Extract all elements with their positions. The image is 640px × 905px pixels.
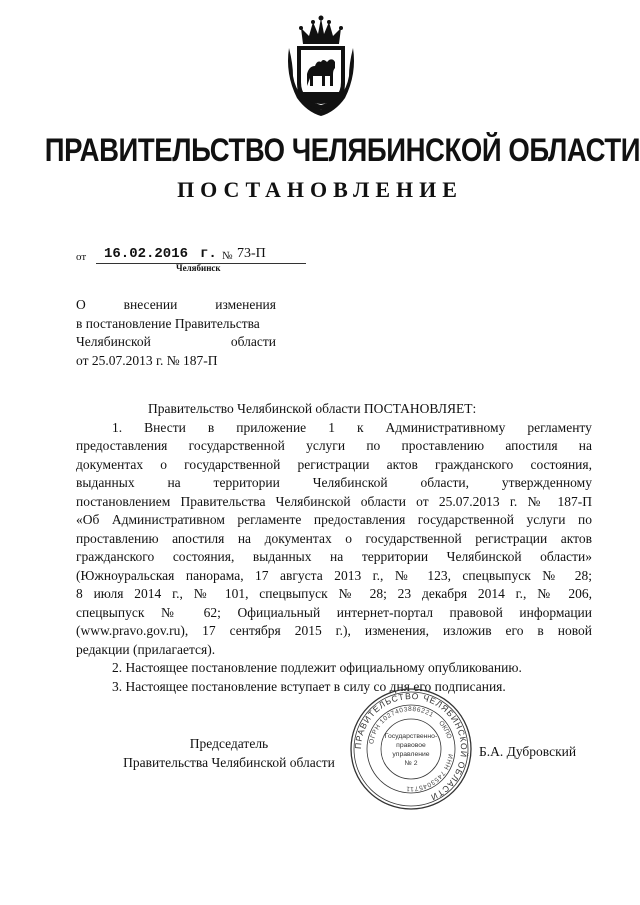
word: на — [167, 475, 181, 490]
word: регламенту — [527, 419, 592, 435]
seal-inn: ИНН 7453045711 — [405, 753, 454, 793]
seal-ring-text: ПРАВИТЕЛЬСТВО ЧЕЛЯБИНСКОЙ ОБЛАСТИ — [352, 690, 470, 803]
seal-center-line: № 2 — [404, 760, 418, 767]
subject-word: внесении — [123, 297, 178, 312]
word: утвержденному — [501, 475, 592, 490]
resolution-body — [76, 400, 592, 696]
paragraph-line: 8 июля 2014 г., № 101, спецвыпуск № 28; 23 декабря 2014 г., № 206, — [76, 586, 592, 601]
intro-line: Правительство Челябинской области ПОСТАНОВЛЯЕТ: — [148, 401, 477, 416]
document-number: 73-П — [237, 246, 266, 261]
year-suffix: г. — [200, 246, 217, 262]
word: 1 — [328, 419, 335, 435]
paragraph-line: предоставления государственной услуги по проставлению апостиля на — [76, 438, 592, 453]
official-seal-icon — [348, 686, 474, 812]
paragraph-line — [76, 474, 592, 493]
document-date: 16.02.2016 — [104, 246, 189, 262]
position-line: Правительства Челябинской области — [123, 754, 335, 770]
paragraph-line — [76, 419, 592, 438]
subject-word: Челябинской — [76, 334, 151, 349]
word: 1. — [112, 419, 123, 435]
paragraph-line: документах о государственной регистрации актов гражданского состояния, — [76, 456, 592, 472]
paragraph-3: 3. Настоящее постановление вступает в силу со дня его подписания. — [112, 678, 506, 694]
word: к — [356, 419, 364, 435]
coat-of-arms-icon — [283, 14, 359, 118]
paragraph-line: постановлением Правительства Челябинской области от 25.07.2013 г. № 187-П — [76, 493, 592, 509]
subject-line — [76, 333, 276, 352]
subject-line: от 25.07.2013 г. № 187-П — [76, 352, 218, 368]
paragraph-2: 2. Настоящее постановление подлежит официальному опубликованию. — [112, 660, 522, 675]
subject-word: изменения — [215, 297, 276, 312]
word: в — [207, 419, 215, 435]
word: области, — [420, 475, 469, 490]
subject-word: области — [230, 334, 276, 349]
government-title: ПРАВИТЕЛЬСТВО ЧЕЛЯБИНСКОЙ ОБЛАСТИ — [44, 132, 640, 168]
subject-line — [76, 296, 276, 315]
signatory-name: Б.А. Дубровский — [479, 744, 577, 759]
word: приложение — [236, 419, 307, 435]
seal-center-line: Государственно- — [384, 733, 438, 740]
word: выданных — [76, 475, 135, 490]
paragraph-line: (www.pravo.gov.ru), 17 сентября 2015 г.), изменения, изложив его в новой — [76, 623, 592, 638]
position-line: Председатель — [189, 736, 269, 751]
signatory-position — [113, 735, 345, 772]
word: Внести — [144, 419, 186, 435]
paragraph-line: проставлению апостиля на документах о государственной регистрации актов — [76, 530, 592, 546]
paragraph-line: спецвыпуск № 62; Официальный интернет-портал правовой информации — [76, 604, 592, 620]
word: территории — [213, 475, 280, 490]
paragraph-line: гражданского состояния, выданных на территории Челябинской области» — [76, 549, 592, 564]
number-prefix: № — [222, 250, 233, 262]
word: Административному — [385, 419, 506, 435]
paragraph-line: «Об Административном регламенте предоставления государственной услуги по — [76, 512, 592, 527]
subject-word: О — [76, 297, 86, 312]
subject-line: в постановление Правительства — [76, 315, 260, 331]
paragraph-line: редакции (прилагается). — [76, 641, 216, 657]
word: Челябинской — [312, 475, 388, 490]
document-type-heading: ПОСТАНОВЛЕНИЕ — [177, 177, 463, 202]
subject-block — [76, 296, 276, 370]
seal-center-line: управление — [392, 751, 430, 758]
seal-center-line: правовое — [396, 742, 426, 749]
seal-ogrn: ОГРН 1027403886221 — [368, 705, 435, 745]
paragraph-line: (Южноуральская панорама, 17 августа 2013 г., № 123, спецвыпуск № 28; — [76, 567, 592, 583]
seal-okpo: ОКПО — [437, 719, 453, 740]
date-prefix: от — [76, 251, 87, 263]
city-label: Челябинск — [176, 263, 221, 273]
